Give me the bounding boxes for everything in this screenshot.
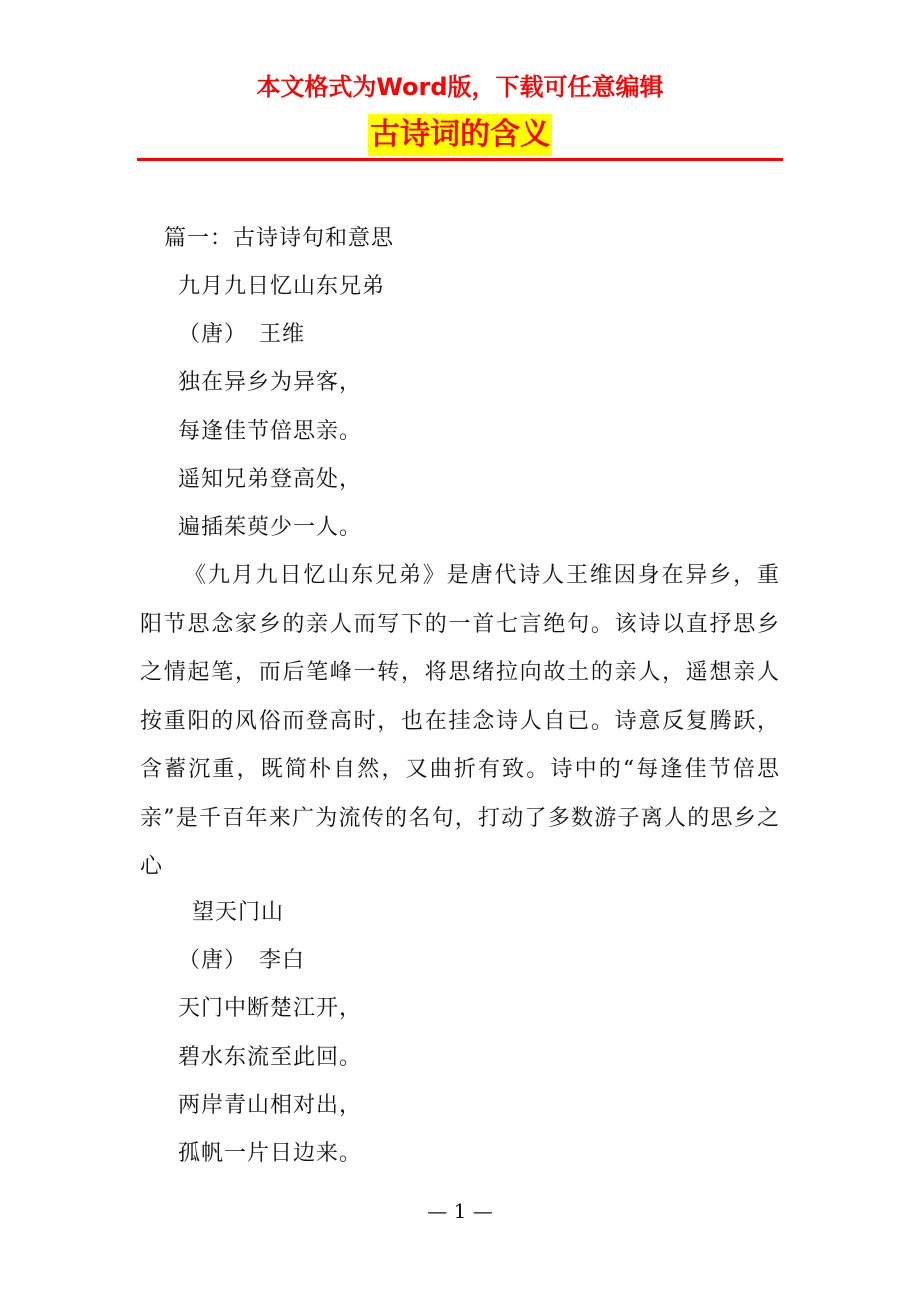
section-heading: 篇一：古诗诗句和意思 xyxy=(164,226,395,251)
page-number: — 1 — xyxy=(427,1199,493,1223)
header-divider xyxy=(137,158,783,161)
poem-line: 每逢佳节倍思亲。 xyxy=(178,419,363,444)
poem-commentary: 《九月九日忆山东兄弟》是唐代诗人王维因身在异乡，重阳节思念家乡的亲人而写下的一首七言绝句。该诗以直抒思乡之情起笔，而后笔峰一转，将思绪拉向故土的亲人，遥想亲人按重阳的风俗而登高时，也在挂念诗人自已。诗意反复腾跃，含蓄沉重，既简朴自然，又曲折有致。诗中的“每逢佳节倍思亲”是千百年来广为流传的名句，打动了多数游子离人的思乡之心 xyxy=(140,563,780,879)
poem-line: 独在异乡为异客， xyxy=(178,370,363,395)
poem-author: （唐） 李白 xyxy=(178,948,306,973)
format-notice: 本文格式为Word版，下载可任意编辑 xyxy=(256,73,664,101)
poem-line: 天门中断楚江开， xyxy=(178,996,363,1021)
poem-line: 两岸青山相对出， xyxy=(178,1093,363,1118)
poem-author: （唐） 王维 xyxy=(178,322,306,347)
poem-line: 遍插茱萸少一人。 xyxy=(178,515,363,540)
document-title: 古诗词的含义 xyxy=(368,114,552,156)
poem-line: 遥知兄弟登高处， xyxy=(178,467,363,492)
poem-title: 望天门山 xyxy=(192,900,285,925)
poem-line: 碧水东流至此回。 xyxy=(178,1045,363,1070)
title-wrapper xyxy=(0,114,920,156)
poem-line: 孤帆一片日边来。 xyxy=(178,1141,363,1166)
poem-title: 九月九日忆山东兄弟 xyxy=(178,274,386,299)
